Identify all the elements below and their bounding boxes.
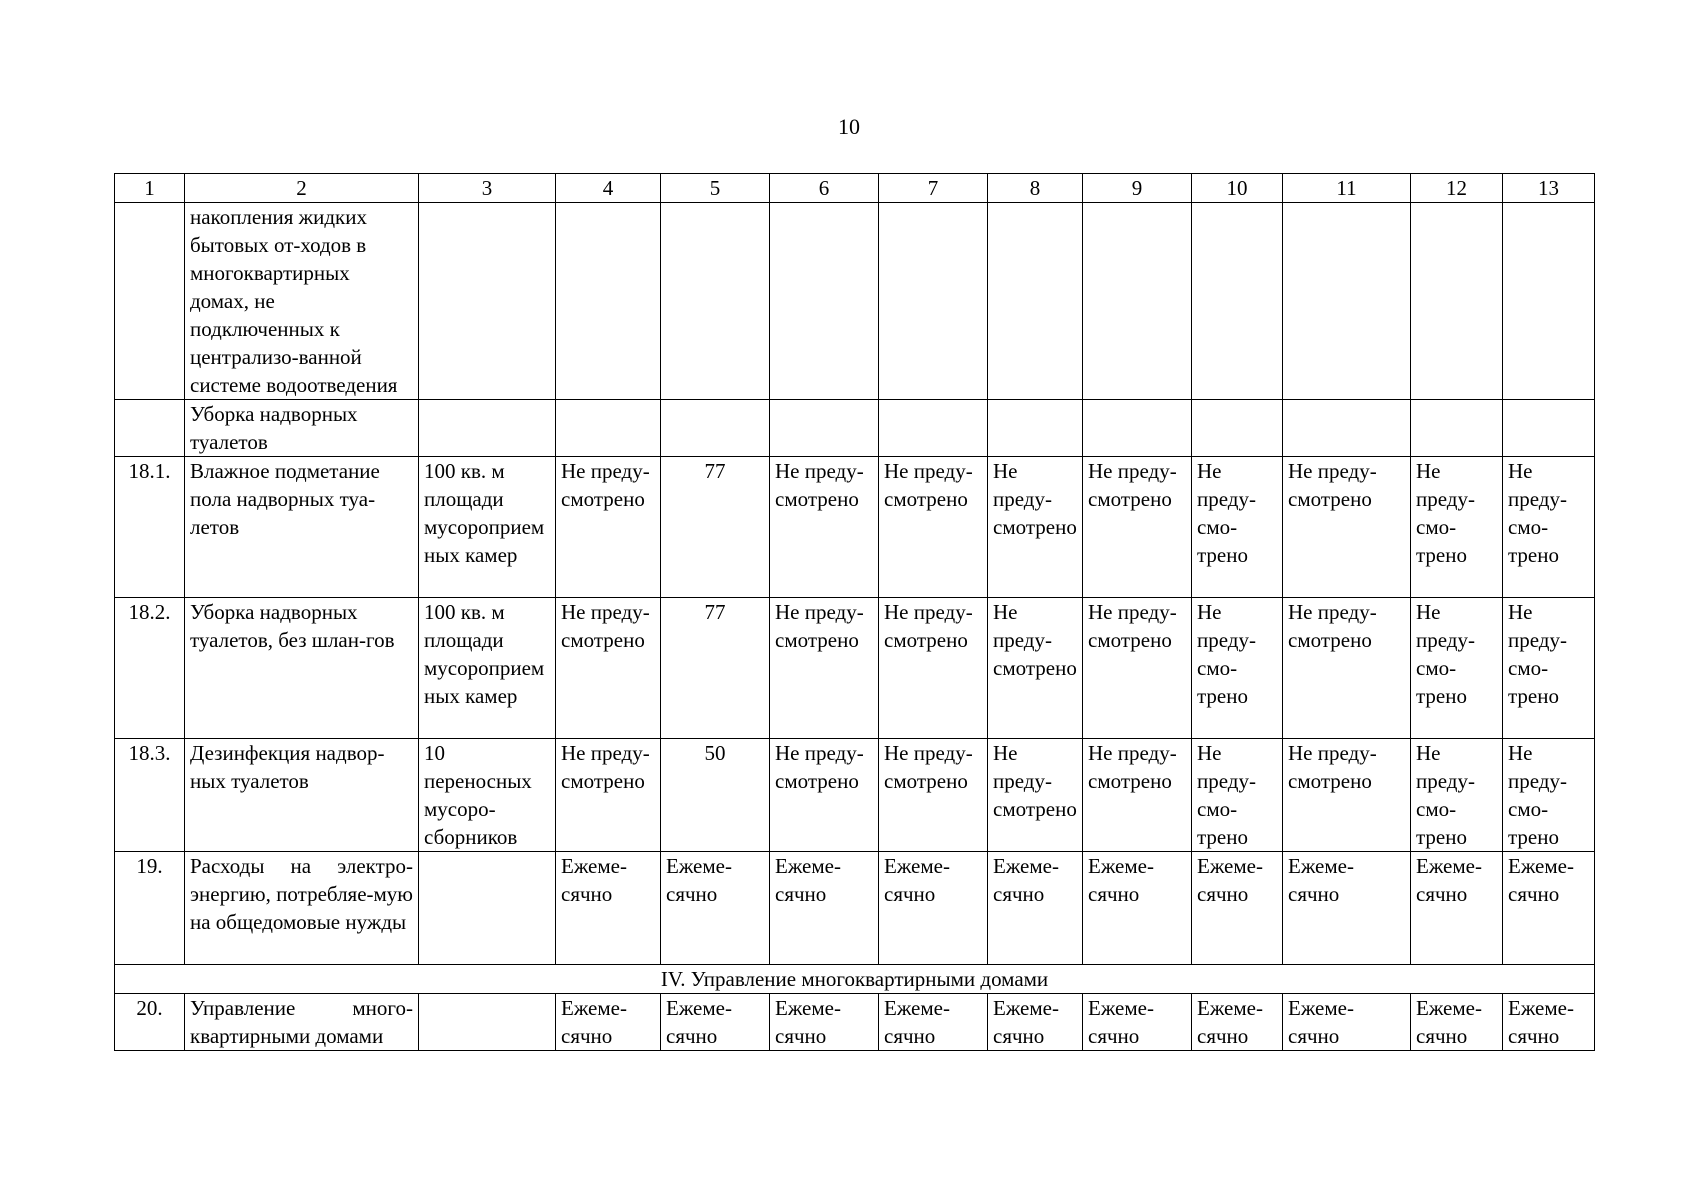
value-cell: Не преду-смотрено (879, 457, 988, 598)
value-cell: Не преду-смо-трено (1503, 457, 1595, 598)
header-cell: 3 (419, 174, 556, 203)
value-cell: Ежеме-сячно (1083, 852, 1192, 965)
service-name: Расходы на электро-энергию, потребляе-мую на общедомовые нужды (185, 852, 419, 965)
value-cell: Ежеме-сячно (1411, 852, 1503, 965)
header-cell: 1 (115, 174, 185, 203)
value-cell: Не преду-смотрено (770, 457, 879, 598)
value-cell: Ежеме-сячно (1083, 994, 1192, 1051)
value-cell: Не преду-смотрено (556, 598, 661, 739)
service-name: Влажное подметание пола надворных туа-летов (185, 457, 419, 598)
value-cell: 50 (661, 739, 770, 852)
table-row (115, 203, 1595, 400)
page-number: 10 (838, 114, 860, 139)
unit-cell (419, 852, 556, 965)
value-cell: Ежеме-сячно (1192, 852, 1283, 965)
value-cell: Не преду-смотрено (1083, 739, 1192, 852)
header-cell: 4 (556, 174, 661, 203)
value-cell: Ежеме-сячно (879, 852, 988, 965)
value-cell: Не преду-смотрено (556, 457, 661, 598)
table-row (115, 739, 1595, 852)
section-row (115, 965, 1595, 994)
value-cell: Ежеме-сячно (661, 852, 770, 965)
service-name: Дезинфекция надвор-ных туалетов (185, 739, 419, 852)
value-cell: Не преду-смотрено (770, 598, 879, 739)
header-cell: 12 (1411, 174, 1503, 203)
header-cell: 8 (988, 174, 1083, 203)
header-cell: 5 (661, 174, 770, 203)
table-row (115, 994, 1595, 1051)
row-number: 18.2. (115, 598, 185, 739)
value-cell: Ежеме-сячно (556, 994, 661, 1051)
unit-cell: 100 кв. м площади мусороприемных камер (419, 457, 556, 598)
value-cell: Не преду-смо-трено (1503, 598, 1595, 739)
service-name: накопления жидких бытовых от-ходов в многоквартирных домах, не подключенных к централизо-ванной системе водоотведения (185, 203, 419, 400)
value-cell: Ежеме-сячно (1192, 994, 1283, 1051)
value-cell: 77 (661, 598, 770, 739)
row-number: 20. (115, 994, 185, 1051)
value-cell: Не преду-смо-трено (1503, 739, 1595, 852)
value-cell: Ежеме-сячно (879, 994, 988, 1051)
row-number: 18.3. (115, 739, 185, 852)
service-name: Уборка надворных туалетов, без шлан-гов (185, 598, 419, 739)
value-cell: Не преду-смотрено (988, 457, 1083, 598)
value-cell: Не преду-смо-трено (1411, 457, 1503, 598)
value-cell: Не преду-смотрено (1083, 598, 1192, 739)
row-number (115, 400, 185, 457)
value-cell: Не преду-смотрено (1083, 457, 1192, 598)
value-cell: Не преду-смотрено (770, 739, 879, 852)
row-number (115, 203, 185, 400)
header-cell: 6 (770, 174, 879, 203)
row-number: 19. (115, 852, 185, 965)
value-cell: 77 (661, 457, 770, 598)
unit-cell: 100 кв. м площади мусороприемных камер (419, 598, 556, 739)
value-cell: Ежеме-сячно (556, 852, 661, 965)
value-cell: Не преду-смотрено (1283, 598, 1411, 739)
value-cell: Ежеме-сячно (1283, 852, 1411, 965)
value-cell: Ежеме-сячно (1411, 994, 1503, 1051)
value-cell: Не преду-смотрено (556, 739, 661, 852)
header-cell: 9 (1083, 174, 1192, 203)
table-row (115, 598, 1595, 739)
value-cell: Ежеме-сячно (988, 852, 1083, 965)
value-cell: Не преду-смотрено (879, 598, 988, 739)
header-cell: 7 (879, 174, 988, 203)
value-cell: Ежеме-сячно (661, 994, 770, 1051)
services-table (114, 173, 1595, 1051)
header-cell: 2 (185, 174, 419, 203)
value-cell: Не преду-смо-трено (1411, 739, 1503, 852)
row-number: 18.1. (115, 457, 185, 598)
section-title: IV. Управление многоквартирными домами (115, 965, 1595, 994)
value-cell: Не преду-смо-трено (1192, 598, 1283, 739)
header-cell: 13 (1503, 174, 1595, 203)
value-cell: Не преду-смотрено (988, 739, 1083, 852)
value-cell: Ежеме-сячно (1283, 994, 1411, 1051)
value-cell: Не преду-смотрено (879, 739, 988, 852)
value-cell: Ежеме-сячно (988, 994, 1083, 1051)
header-row (115, 174, 1595, 203)
value-cell: Не преду-смо-трено (1192, 739, 1283, 852)
value-cell: Не преду-смотрено (1283, 457, 1411, 598)
value-cell: Не преду-смо-трено (1411, 598, 1503, 739)
header-cell: 10 (1192, 174, 1283, 203)
value-cell: Не преду-смо-трено (1192, 457, 1283, 598)
table-row (115, 457, 1595, 598)
value-cell: Ежеме-сячно (1503, 852, 1595, 965)
service-name: Уборка надворных туалетов (185, 400, 419, 457)
value-cell: Не преду-смотрено (1283, 739, 1411, 852)
value-cell: Ежеме-сячно (770, 852, 879, 965)
unit-cell: 10 переносных мусоро-сборников (419, 739, 556, 852)
table-row (115, 400, 1595, 457)
service-name: Управление много-квартирными домами (185, 994, 419, 1051)
value-cell: Не преду-смотрено (988, 598, 1083, 739)
unit-cell (419, 994, 556, 1051)
header-cell: 11 (1283, 174, 1411, 203)
value-cell: Ежеме-сячно (1503, 994, 1595, 1051)
table-row (115, 852, 1595, 965)
value-cell: Ежеме-сячно (770, 994, 879, 1051)
